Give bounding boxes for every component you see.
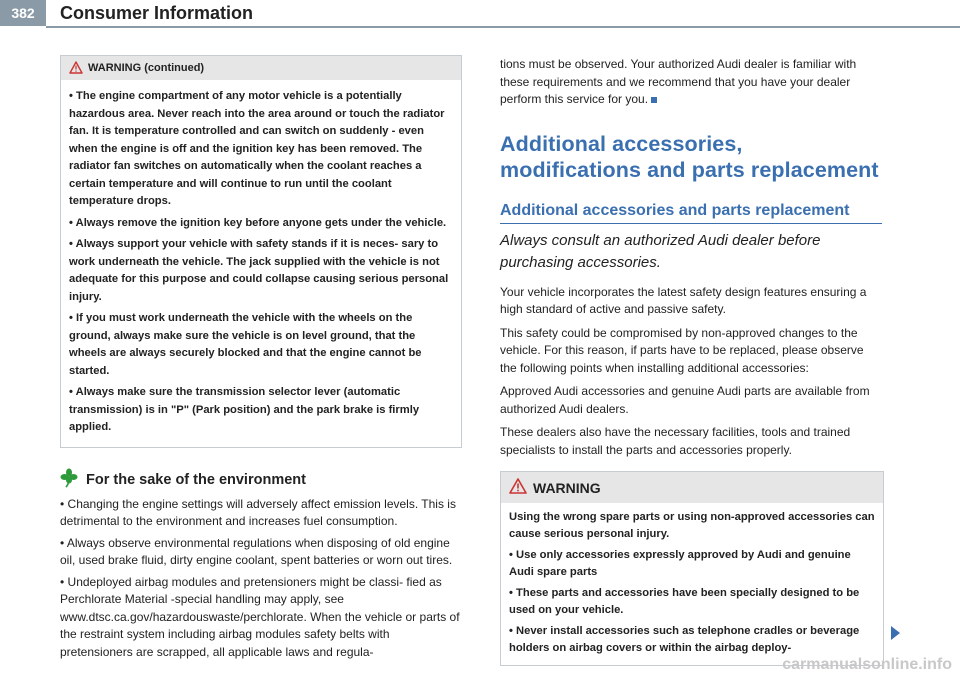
warning-box bbox=[500, 471, 884, 666]
heading-additional-accessories: Additional accessories, modifications and parts replacement bbox=[500, 131, 879, 182]
warning-header bbox=[61, 56, 461, 80]
warning-paragraph: • These parts and accessories have been specially designed to be used on your vehicle. bbox=[509, 587, 860, 616]
continued-text: tions must be observed. Your authorized Audi dealer is familiar with these requirements and we recommend that you have your dealer perform this service for you. bbox=[500, 57, 857, 106]
page-number: 382 bbox=[0, 0, 46, 26]
leaf-icon bbox=[60, 468, 78, 492]
warning-box-continued bbox=[60, 55, 462, 448]
warning-paragraph: • Use only accessories expressly approved by Audi and genuine Audi spare parts bbox=[509, 549, 851, 578]
next-page-arrow-icon[interactable] bbox=[891, 626, 900, 640]
warning-paragraph: • Always make sure the transmission selector lever (automatic transmission) is in "P" (Park position) and the park brake is firmly applied. bbox=[69, 386, 420, 433]
warning-body bbox=[61, 80, 461, 447]
environment-paragraph: • Always observe environmental regulations when disposing of old engine oil, used brake fluid, dirty engine coolant, spent batteries or worn out tires. bbox=[60, 535, 453, 567]
body-paragraph: This safety could be compromised by non-approved changes to the vehicle. For this reason, if parts have to be replaced, please observe the following points when installing additional accessories: bbox=[500, 325, 864, 375]
warning-paragraph: Using the wrong spare parts or using non-approved accessories can cause serious personal injury. bbox=[509, 511, 875, 540]
header-rule bbox=[46, 26, 960, 28]
warning-paragraph: • Always remove the ignition key before anyone gets under the vehicle. bbox=[69, 216, 447, 229]
watermark: carmanualsonline.info bbox=[782, 656, 952, 673]
warning-triangle-icon bbox=[69, 61, 83, 74]
environment-title: For the sake of the environment bbox=[86, 471, 306, 488]
warning-triangle-icon bbox=[509, 478, 527, 497]
lead-text: Always consult an authorized Audi dealer before purchasing accessories. bbox=[500, 231, 821, 271]
continued-paragraph bbox=[500, 56, 882, 109]
warning-label: WARNING bbox=[533, 479, 601, 496]
left-column bbox=[60, 55, 462, 661]
warning-header bbox=[501, 472, 883, 503]
warning-paragraph: • Always support your vehicle with safety stands if it is neces- sary to work underneath the vehicle. The jack supplied with the vehicle is not adequate for this purpose and could collapse causing serious personal injury. bbox=[69, 238, 449, 303]
warning-paragraph: • Never install accessories such as telephone cradles or beverage holders on airbag covers or within the airbag deploy- bbox=[509, 625, 860, 654]
warning-paragraph: • If you must work underneath the vehicle with the wheels on the ground, always make sure the vehicle is on level ground, that the wheels are always securely blocked and that the engine cannot be started. bbox=[69, 312, 422, 377]
environment-paragraph: • Changing the engine settings will adversely affect emission levels. This is detrimental to the environment and increases fuel consumption. bbox=[60, 496, 456, 528]
body-paragraph: Your vehicle incorporates the latest safety design features ensuring a high standard of active and passive safety. bbox=[500, 284, 867, 316]
warning-paragraph: • The engine compartment of any motor vehicle is a potentially hazardous area. Never reach into the area around or touch the radiator fan. It is temperature controlled and can switch on suddenly - even when the engine is off and the ignition key has been removed. The radiator fan switches on automatically when the coolant reaches a certain temperature and will continue to run until the coolant temperature drops. bbox=[69, 90, 445, 207]
body-paragraph: These dealers also have the necessary facilities, tools and trained specialists to install the parts and accessories properly. bbox=[500, 425, 851, 457]
body-paragraph: Approved Audi accessories and genuine Audi parts are available from authorized Audi dealers. bbox=[500, 384, 870, 416]
section-title: Consumer Information bbox=[60, 3, 254, 23]
warning-body bbox=[501, 503, 883, 665]
warning-label: WARNING (continued) bbox=[88, 61, 205, 74]
subheading-accessories-parts: Additional accessories and parts replacement bbox=[500, 201, 882, 224]
end-of-section-marker bbox=[651, 97, 657, 103]
environment-heading bbox=[60, 468, 462, 492]
environment-paragraph: • Undeployed airbag modules and pretensioners might be classi- fied as Perchlorate Material -special handling may apply, see www.dtsc.ca.gov/hazardouswaste/perchlorate. When the vehicle or parts of the restraint system including airbag modules safety belts with pretensioners are scrapped, all applicable laws and regula- bbox=[60, 574, 460, 659]
right-column bbox=[500, 56, 882, 666]
